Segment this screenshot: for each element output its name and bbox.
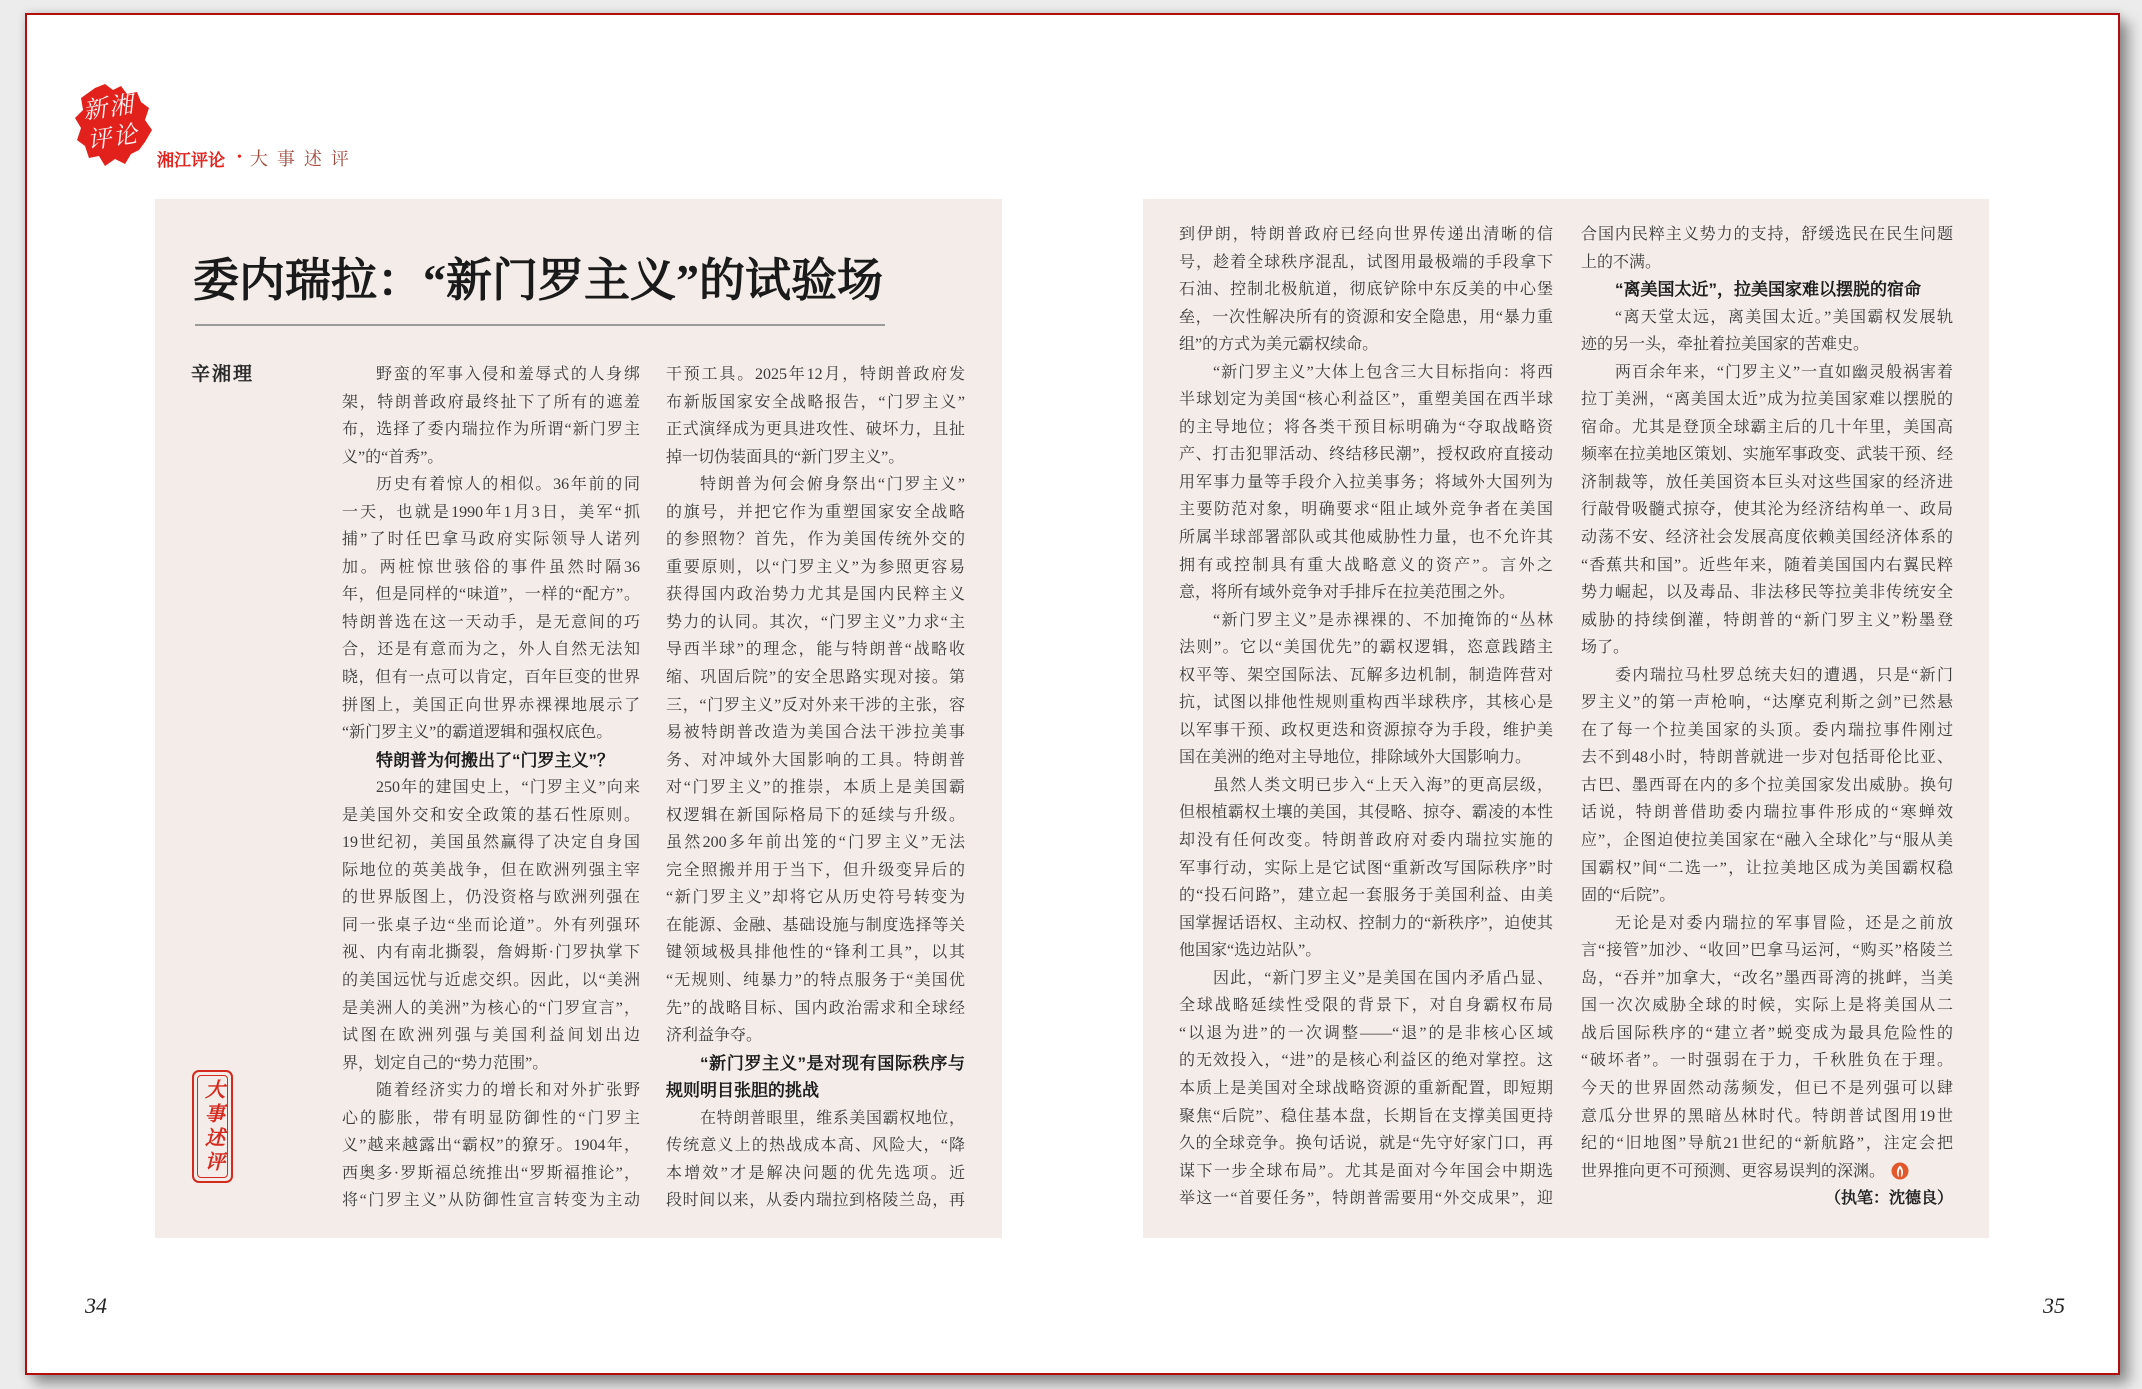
text-line: 合，还是有意而为之，外人自然无法知 [342,641,640,659]
text-line: 他国家“选边站队”。 [1179,942,1322,960]
text-line: “新门罗主义”大体上包含三大目标指向：将西 [1213,363,1553,381]
text-line: 岛，“吞并”加拿大，“改名”墨西哥湾的挑衅，当美 [1581,969,1953,987]
text-line: 权逻辑在新国际格局下的延续与升级。 [666,806,965,824]
page-number-right: 35 [2043,1293,2065,1318]
text-line: 界，划定自己的“势力范围”。 [342,1054,549,1072]
seal-stamp [192,1070,233,1183]
text-line: 久的全球竞争。换句话说，就是“先守好家门口，再 [1179,1135,1553,1153]
text-line: 在了每一个拉美国家的头顶。委内瑞拉事件刚过 [1581,721,1953,739]
text-line: 的美国远忧与近虑交织。因此，以“美洲 [342,972,640,990]
text-line: 国在美洲的绝对主导地位，排除域外大国影响力。 [1179,749,1532,767]
text-line: “香蕉共和国”。近些年来，随着美国国内右翼民粹 [1581,556,1953,574]
text-line: 西奥多·罗斯福总统推出“罗斯福推论”， [342,1164,640,1182]
section-header [157,147,358,169]
text-line: 务、对冲域外大国影响的工具。特朗普 [666,751,965,769]
subheading [342,747,640,775]
text-line: 石油、控制北极航道，彻底铲除中东反美的中心堡 [1179,281,1553,299]
text-line: 势力的认同。其次，“门罗主义”力求“主 [666,613,965,631]
seal-inner-border [197,1075,228,1178]
text-line: 用军事力量等手段介入拉美事务；将域外大国列为 [1179,473,1553,491]
text-line: 19世纪初，美国虽然赢得了决定自身国 [342,834,640,852]
text-line: 全球战略延续性受限的背景下，对自身霸权布局 [1179,997,1553,1015]
text-line: 抗，试图以排他性规则重构西半球秩序，其核心是 [1179,694,1553,712]
text-line: 义”的“首秀”。 [342,448,444,466]
text-line: 国掌握话语权、主动权、控制力的“新秩序”，迫使其 [1179,914,1553,932]
text-line: 因此，“新门罗主义”是美国在国内矛盾凸显、 [1213,969,1553,987]
text-line: 半球划定为美国“核心利益区”，重塑美国在西半球 [1179,391,1553,409]
text-line: 历史有着惊人的相似。36年前的同 [376,476,640,494]
logo-calligraphy: 新湘评论 [81,89,141,155]
text-line: 动荡不安、经济社会发展高度依赖美国经济体系的 [1581,529,1953,547]
text-line: 完全照搬并用于当下，但升级变异后的 [666,861,965,879]
text-line: 合国内民粹主义势力的支持，舒缓选民在民生问题 [1581,226,1953,243]
text-line: 济利益争夺。 [666,1027,763,1045]
text-line: 段时间以来，从委内瑞拉到格陵兰岛，再 [666,1192,965,1210]
paragraph [342,1077,640,1215]
text-line: 本增效”才是解决问题的优先选项。近 [666,1164,965,1182]
text-line: “破坏者”。一时强弱在于力，千秋胜负在于理。 [1581,1052,1953,1070]
text-line: 拼图上，美国正向世界赤裸裸地展示了 [342,696,640,714]
text-line: 古巴、墨西哥在内的多个拉美国家发出威胁。换句 [1581,776,1953,794]
subheading-line: 规则明目张胆的挑战 [666,1081,819,1101]
text-line: 频率在拉美地区策划、实施军事政变、武装干预、经 [1581,446,1953,464]
text-line: 的旗号，并把它作为重塑国家安全战略 [666,503,965,521]
text-line: 主要防范对象，明确要求“阻止域外竞争者在美国 [1179,501,1553,519]
text-line: “新门罗主义”却将它从历史符号转变为 [666,889,965,907]
text-line: 干预工具。2025年12月，特朗普政府发 [666,366,965,383]
text-line: 话说，特朗普借助委内瑞拉事件形成的“寒蝉效 [1581,804,1953,822]
section-name: 湘江评论 [157,150,225,170]
text-line: 国一次次威胁全球的时候，实际上是将美国从二 [1581,997,1953,1015]
text-line: 战后国际秩序的“建立者”蜕变成为最具危险性的 [1581,1024,1953,1042]
text-line: 意，将所有域外竞争对手排斥在拉美范围之外。 [1179,584,1516,602]
text-line: 捕”了时任巴拿马政府实际领导人诺列 [342,531,640,549]
text-line: 的世界版图上，仍没资格与欧洲列强在 [342,889,640,907]
text-line: 本质上是美国对全球战略资源的重新配置，即短期 [1179,1079,1553,1097]
magazine-logo [75,84,153,166]
page-number-left: 34 [85,1293,107,1318]
paragraph [1179,965,1553,1213]
text-line: 先”的战略目标、国内政治需求和全球经 [666,999,965,1017]
text-line: 上的不满。 [1581,253,1662,271]
text-line: 法则”。它以“美国优先”的霸权逻辑，恣意践踏主 [1179,639,1553,657]
paragraph [1581,304,1953,359]
text-line: 意瓜分世界的黑暗丛林时代。特朗普试图用19世 [1581,1107,1953,1125]
text-line: 拉丁美洲，“离美国太近”成为拉美国家难以摆脱的 [1581,391,1953,409]
text-line: 迹的另一头，牵扯着拉美国家的苦难史。 [1581,336,1870,354]
text-line: 键领域极具排他性的“锋利工具”，以其 [666,944,965,962]
text-line: 传统意义上的热战成本高、风险大，“降 [666,1137,965,1155]
text-line-final [1581,1158,1953,1186]
text-column-1 [342,361,640,1215]
text-line: 布新版国家安全战略报告，“门罗主义” [666,393,965,411]
text-line: 掉一切伪装面具的“新门罗主义”。 [666,448,905,466]
subsection-name: 大事述评 [249,149,358,169]
text-line: 宿命。尤其是登顶全球霸主后的几十年里，美国高 [1581,418,1953,436]
text-line: 的无效投入，“进”的是核心利益区的绝对掌控。这 [1179,1052,1553,1070]
text-line: 视、内有南北撕裂，詹姆斯·门罗执掌下 [342,944,640,962]
text-line: 组”的方式为美元霸权续命。 [1179,336,1379,354]
author-name: 辛湘理 [191,364,255,385]
text-line: “新门罗主义”的霸道逻辑和强权底色。 [342,724,613,742]
text-line: 却没有任何改变。特朗普政府对委内瑞拉实施的 [1179,832,1553,850]
paragraph [1581,662,1953,910]
subheading [1581,276,1953,304]
text-line: 野蛮的军事入侵和羞辱式的人身绑 [376,366,640,383]
subheading-line: “新门罗主义”是对现有国际秩序与 [700,1053,965,1073]
text-line: 聚焦“后院”、稳住基本盘，长期旨在支撑美国更持 [1179,1107,1553,1125]
text-line: 随着经济实力的增长和对外扩张野 [376,1082,640,1100]
paragraph [342,774,640,1077]
text-line: 加。两桩惊世骇俗的事件虽然时隔36 [342,558,640,576]
text-line: 纪的“旧地图”导航21世纪的“新航路”，注定会把 [1581,1135,1953,1153]
text-line: 产、打击犯罪活动、终结移民潮”，授权政府直接动 [1179,446,1553,464]
paragraph [666,471,965,1049]
text-line: 济制裁等，放任美国资本巨头对这些国家的经济进 [1581,473,1953,491]
text-line: 今天的世界固然动荡频发，但已不是列强可以肆 [1581,1079,1953,1097]
end-mark-icon [1891,1162,1909,1180]
text-line: 场了。 [1581,639,1630,657]
text-line: 行敲骨吸髓式掠夺，使其沦为经济结构单一、政局 [1581,501,1953,519]
text-line: 对“门罗主义”的推崇，本质上是美国霸 [666,779,965,797]
text-line: 委内瑞拉马杜罗总统夫妇的遭遇，只是“新门 [1615,666,1953,684]
text-line: 年，但是同样的“味道”，一样的“配方”。 [342,586,640,604]
text-line: 是美国外交和安全政策的基石性原则。 [342,806,640,824]
text-line: 缩、巩固后院”的安全思路实现对接。第 [666,669,965,687]
text-line: 特朗普为何会俯身祭出“门罗主义” [700,476,965,494]
text-line: 应”，企图迫使拉美国家在“融入全球化”与“服从美 [1581,832,1953,850]
text-line: 试图在欧洲列强与美国利益间划出边 [342,1027,640,1045]
text-line: 正式演绎成为更具进攻性、破坏力，且扯 [666,421,965,439]
text-line: 布，选择了委内瑞拉作为所谓“新门罗主 [342,421,640,439]
text-line: 去不到48小时，特朗普就进一步对包括哥伦比亚、 [1581,749,1953,767]
article-title: 委内瑞拉：“新门罗主义”的试验场 [193,255,883,306]
text-line: 际地位的英美战争，但在欧洲列强主宰 [342,861,640,879]
text-column-4 [1581,221,1953,1213]
text-line: 一天，也就是1990年1月3日，美军“抓 [342,503,640,521]
text-line: 在能源、金融、基础设施与制度选择等关 [666,916,965,934]
text-line: 谋下一步全球布局”。尤其是面对今年国会中期选 [1179,1162,1553,1180]
text-column-2 [666,361,965,1215]
text-line: 所属半球部署部队或其他威胁性力量，也不允许其 [1179,529,1553,547]
paragraph [342,361,640,471]
subheading [666,1050,965,1105]
text-line: 国霸权”间“二选一”，让拉美地区成为美国霸权稳 [1581,859,1953,877]
text-line: 将“门罗主义”从防御性宣言转变为主动 [342,1192,640,1210]
paragraph [666,361,965,471]
text-line: 250年的建国史上，“门罗主义”向来 [376,779,640,797]
text-line: 权平等、架空国际法、瓦解多边机制，制造阵营对 [1179,666,1553,684]
text-line: 军事行动，实际上是它试图“重新改写国际秩序”时 [1179,859,1553,877]
text-line: 获得国内政治势力尤其是国内民粹主义 [666,586,965,604]
text-line: 两百余年来，“门罗主义”一直如幽灵般祸害着 [1615,363,1953,381]
text-line: 言“接管”加沙、“收回”巴拿马运河，“购买”格陵兰 [1581,942,1953,960]
subheading-line: “离美国太近”，拉美国家难以摆脱的宿命 [1615,280,1921,300]
paragraph [1581,221,1953,276]
paragraph [1581,910,1953,1185]
text-line: 拥有或控制具有重大战略意义的资产”。言外之 [1179,556,1553,574]
text-line: 的“投石问路”，建立起一套服务于美国利益、由美 [1179,887,1553,905]
text-line: 威胁的持续倒灌，特朗普的“新门罗主义”粉墨登 [1581,611,1953,629]
separator-dot: • [237,150,242,165]
byline: （执笔：沈德良） [1824,1190,1953,1208]
final-line-text: 世界推向更不可预测、更容易误判的深渊。 [1581,1162,1886,1180]
text-line: 虽然200多年前出笼的“门罗主义”无法 [666,834,965,852]
text-line: 虽然人类文明已步入“上天入海”的更高层级， [1213,776,1553,794]
paragraph [342,471,640,746]
text-line: 垒，一次性解决所有的资源和安全隐患，用“暴力重 [1179,308,1553,326]
paragraph [1581,359,1953,662]
text-line: “新门罗主义”是赤裸裸的、不加掩饰的“丛林 [1213,611,1553,629]
paragraph [1179,607,1553,772]
text-line: 重要原则，以“门罗主义”为参照更容易 [666,558,965,576]
text-line: 的参照物？首先，作为美国传统外交的 [666,531,965,549]
text-line: 心的膨胀，带有明显防御性的“门罗主 [342,1109,640,1127]
seal-text: 大事述评 [201,1078,224,1175]
text-line: 晓，但有一点可以肯定，百年巨变的世界 [342,669,640,687]
subheading-line: 特朗普为何搬出了“门罗主义”？ [376,750,614,770]
text-line: 的主导地位；将各类干预目标明确为“夺取战略资 [1179,418,1553,436]
text-line: “无规则、纯暴力”的特点服务于“美国优 [666,972,965,990]
paragraph [1179,221,1553,359]
text-line: 号，趁着全球秩序混乱，试图用最极端的手段拿下 [1179,253,1553,271]
text-line: 义”越来越露出“霸权”的獠牙。1904年， [342,1137,640,1155]
paragraph [666,1105,965,1215]
text-line: 同一张桌子边“坐而论道”。外有列强环 [342,916,640,934]
text-line: 无论是对委内瑞拉的军事冒险，还是之前放 [1615,914,1953,932]
text-line: 势力崛起，以及毒品、非法移民等拉美非传统安全 [1581,584,1953,602]
text-line: 三，“门罗主义”反对外来干涉的主张，容 [666,696,965,714]
text-line: 以军事干预、政权更迭和资源掠夺为手段，维护美 [1179,721,1553,739]
text-line: 到伊朗，特朗普政府已经向世界传递出清晰的信 [1179,226,1553,243]
text-line: 举这一“首要任务”，特朗普需要用“外交成果”，迎 [1179,1190,1553,1208]
text-line: 但根植霸权土壤的美国，其侵略、掠夺、霸凌的本性 [1179,804,1553,822]
text-line: 在特朗普眼里，维系美国霸权地位， [700,1109,965,1127]
text-line: 易被特朗普改造为美国合法干涉拉美事 [666,724,965,742]
paragraph [1179,359,1553,607]
title-divider [195,324,885,326]
text-line: 罗主义”的第一声枪响，“达摩克利斯之剑”已然悬 [1581,694,1953,712]
text-line: 导西半球”的理念，能与特朗普“战略收 [666,641,965,659]
text-line: “以退为进”的一次调整——“退”的是非核心区域 [1179,1024,1553,1042]
text-column-3 [1179,221,1553,1213]
text-line: 特朗普选在这一天动手，是无意间的巧 [342,613,640,631]
text-line: 固的“后院”。 [1581,887,1676,905]
text-line: 是美洲人的美洲”为核心的“门罗宣言”， [342,999,640,1017]
text-line: 架，特朗普政府最终扯下了所有的遮羞 [342,393,640,411]
paragraph [1179,772,1553,965]
text-line: “离天堂太远，离美国太近。”美国霸权发展轨 [1615,308,1953,326]
